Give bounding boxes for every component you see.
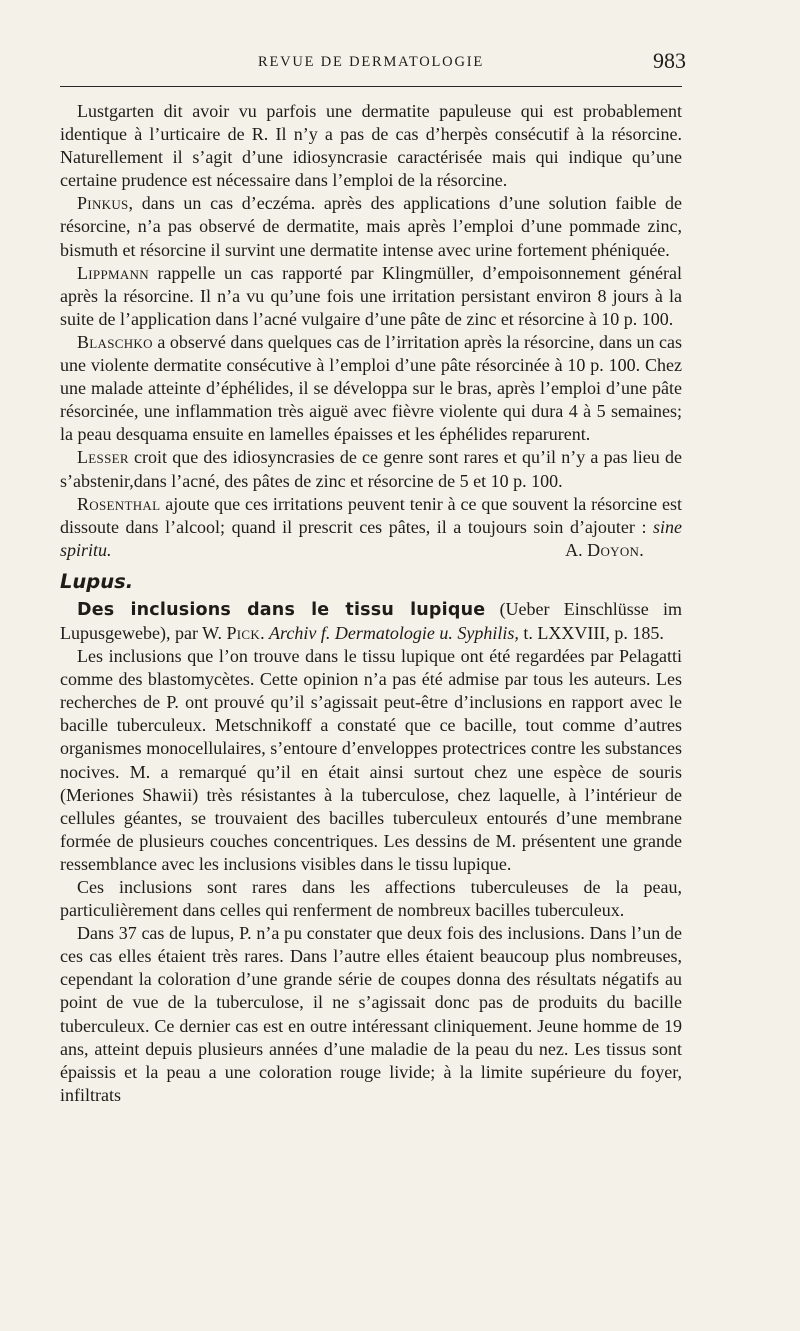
signature: A. Doyon. xyxy=(565,539,644,560)
author-name: Pinkus xyxy=(77,193,129,214)
paragraph-lustgarten: Lustgarten dit avoir vu parfois une dermatite papuleuse qui est probablement identique à l’urticaire de R. Il n’y a pas de cas d’herpès consécutif à la résorcine. Naturellement il s’agit d’une idiosyncrasie caractérisée mais qui indique qu’une certaine prudence est nécessaire dans l’emploi de la résorcine. xyxy=(60,101,682,191)
paragraph-rosenthal: Rosenthal ajoute que ces irritations peuvent tenir à ce que souvent la résorcine est dissoute dans l’alcool; quand il prescrit ces pâtes, il a toujours soin d’ajouter : sine spiritu. A. Doyon. xyxy=(60,493,682,562)
article-author: Pick. xyxy=(226,622,265,643)
paragraph-lesser: Lesser croit que des idiosyncrasies de ce genre sont rares et qu’il n’y a pas lieu de s’abstenir,dans l’acné, des pâtes de zinc et résorcine de 5 et 10 p. 100. xyxy=(60,447,682,491)
article-paragraph: Les inclusions que l’on trouve dans le tissu lupique ont été regardées par Pelagatti comme des blastomycètes. Cette opinion n’a pas été admise par tous les auteurs. Les recherches de P. ont prouvé qu’il s’agissait peut-être d’inclusions en rapport avec le bacille tuberculeux. Metschnikoff a constaté que ce bacille, tout comme d’autres organismes monocellulaires, s’entoure d’enveloppes protectrices contre les substances nocives. M. a remarqué qu’il en était ainsi surtout chez une espèce de souris (Meriones Shawii) très résistantes à la tuberculose, chez laquelle, à l’intérieur de cellules géantes, se trouvaient des bacilles tuberculeux entourés d’une membrane formée de plusieurs couches concentriques. Les dessins de M. présentent une grande ressemblance avec les inclusions visibles dans le tissu lupique. xyxy=(60,646,682,874)
article-title: Des inclusions dans le tissu lupique xyxy=(77,599,486,620)
journal-title: Archiv f. Dermatologie u. Syphilis, xyxy=(264,622,519,643)
paragraph-blaschko: Blaschko a observé dans quelques cas de l’irritation après la résorcine, dans un cas une violente dermatite consécutive à l’emploi d’une pâte résorcinée à 10 p. 100. Chez une malade atteinte d’éphélides, il se développa sur le bras, après l’emploi d’une pâte résorcinée, une inflammation très aiguë avec fièvre violente qui dura 4 à 5 semaines; la peau desquama ensuite en lamelles épaisses et les éphélides reparurent. xyxy=(60,331,682,445)
page-header xyxy=(60,48,686,74)
author-name: Blaschko xyxy=(77,331,153,352)
paragraph-pinkus: Pinkus, dans un cas d’eczéma. après des applications d’une solution faible de résorcine, n’a pas observé de dermatite, mais après l’emploi d’une pommade zinc, bismuth et résorcine il survint une dermatite intense avec urine fortement phéniquée. xyxy=(60,193,682,260)
section-heading: Lupus. xyxy=(60,569,134,593)
body-text xyxy=(60,100,682,1107)
author-name: Rosenthal xyxy=(77,493,161,514)
author-name: Lesser xyxy=(77,447,129,468)
header-rule xyxy=(60,86,682,87)
article-heading: Des inclusions dans le tissu lupique (Ueber Einschlüsse im Lupusgewebe), par W. Pick. Archiv f. Dermatologie u. Syphilis, t. LXXVIII, p. 185. xyxy=(60,598,682,643)
article-paragraph: Dans 37 cas de lupus, P. n’a pu constater que deux fois des inclusions. Dans l’un de ces cas elles étaient très rares. Dans l’autre elles étaient beaucoup plus nombreuses, cependant la coloration d’une grande série de coupes donna des résultats négatifs au point de vue de la tuberculose, il ne s’agissait donc pas de produits du bacille tuberculeux. Ce dernier cas est en outre intéressant cliniquement. Jeune homme de 19 ans, atteint depuis plusieurs années d’une maladie de la peau du nez. Les tissus sont épaissis et la peau a une coloration rouge livide; à la limite supérieure du foyer, infiltrats xyxy=(60,923,682,1105)
page-number: 983 xyxy=(653,48,686,73)
paragraph-lippmann: Lippmann rappelle un cas rapporté par Klingmüller, d’empoisonnement général après la résorcine. Il n’a vu qu’une fois une irritation persistant environ 8 jours à la suite de l’application dans l’acné vulgaire d’une pâte de zinc et résorcine à 10 p. 100. xyxy=(60,262,682,329)
running-head: REVUE DE DERMATOLOGIE xyxy=(257,54,485,70)
article-paragraph: Ces inclusions sont rares dans les affections tuberculeuses de la peau, particulièrement dans celles qui renferment de nombreux bacilles tuberculeux. xyxy=(60,877,682,921)
author-name: Lippmann xyxy=(77,262,149,283)
